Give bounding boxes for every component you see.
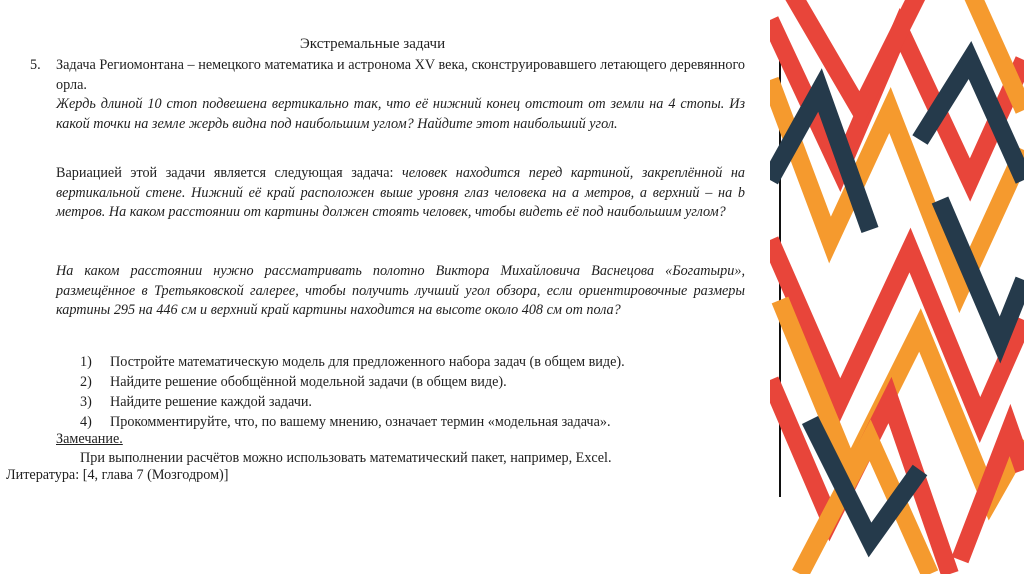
variation-text: человек находится перед картиной, закреплённой на вертикальной стене. Нижний её край расположен выше уровня глаз человека на a метров, а верхний – на b метров. На каком расстоянии от картины должен стоять человек, чтобы видеть её под наибольшим углом? [56, 165, 746, 220]
list-item: 3) Найдите решение каждой задачи. [80, 394, 312, 410]
list-item: 1) Постройте математическую модель для предложенного набора задач (в общем виде). [80, 354, 625, 370]
list-item: 2) Найдите решение обобщённой модельной задачи (в общем виде). [80, 374, 507, 390]
instructions-list [80, 352, 625, 432]
task-number: 5. [30, 57, 41, 73]
list-item: 4) Прокомментируйте, что, по вашему мнению, означает термин «модельная задача». [80, 414, 611, 430]
decorative-zigzag-pattern [770, 0, 1024, 574]
variation-paragraph [56, 164, 745, 223]
task-5 [30, 56, 745, 134]
task-statement: Жердь длиной 10 стоп подвешена вертикально так, что её нижний конец отстоит от земли на 4 стопы. Из какой точки на земле жердь видна под наибольшим углом? Найдите этот наибольший угол. [56, 96, 745, 132]
note-text: При выполнении расчётов можно использовать математический пакет, например, Excel. [80, 450, 612, 466]
variation-lead: Вариацией этой задачи является следующая задача: [56, 165, 394, 181]
page-title: Экстремальные задачи [299, 36, 446, 52]
note-heading: Замечание. [56, 431, 123, 447]
task-intro: Задача Региомонтана – немецкого математика и астронома XV века, сконструировавшего летающего деревянного орла. [56, 57, 745, 93]
literature-reference: Литература: [4, глава 7 (Мозгодром)] [6, 467, 229, 483]
painting-question: На каком расстоянии нужно рассматривать полотно Виктора Михайловича Васнецова «Богатыри», размещённое в Третьяковской галерее, чтобы получить лучший угол обзора, если ориентировочные размеры картины 295 на 446 см и верхний край картины находится на высоте около 408 см от пола? [56, 263, 745, 318]
